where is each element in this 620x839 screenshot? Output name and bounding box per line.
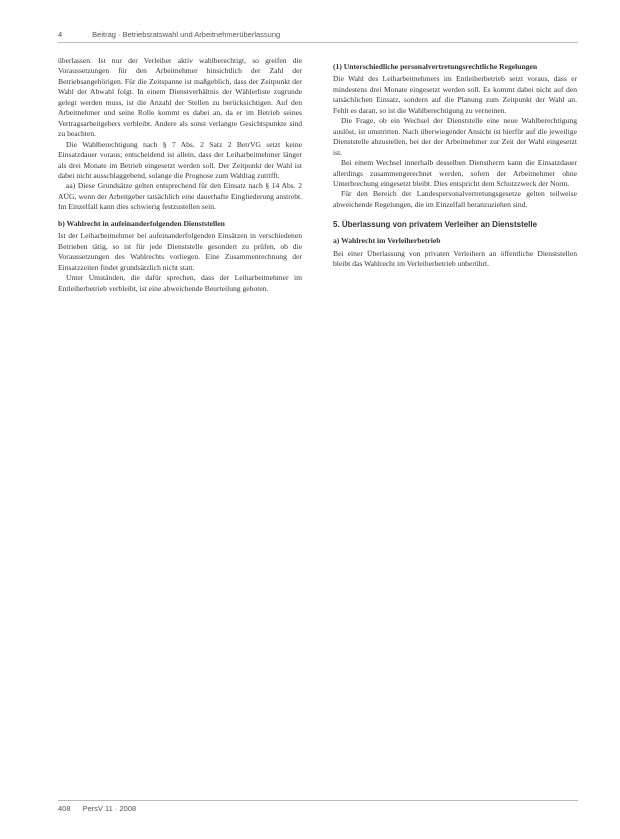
right-paragraph-4: Für den Bereich der Landespersonalvertretungsgesetze gelten teilweise abweichende Regelungen, die im Einzelfall heranzuziehen sind. bbox=[333, 189, 577, 209]
footer-journal: PersV 11 · 2008 bbox=[82, 804, 137, 813]
left-paragraph-4: Ist der Leiharbeitnehmer bei aufeinanderfolgenden Einsätzen in verschiedenen Betrieben tätig, so ist für jede Dienststelle gesondert zu prüfen, ob die Voraussetzungen des Wahlrechts vorliegen. Eine Zusammenrechnung der Einsatzzeiten findet grundsätzlich nicht statt. bbox=[58, 231, 302, 272]
left-paragraph-3: aa) Diese Grundsätze gelten entsprechend für den Einsatz nach § 14 Abs. 2 AÜG, wenn der Arbeitgeber tatsächlich eine dauerhafte Eingliederung anstrebt. Im Einzelfall kann dies schwierig festzustellen sein. bbox=[58, 181, 302, 212]
right-paragraph-5: Bei einer Überlassung von privaten Verleihern an öffentliche Dienststellen bleibt das Wahlrecht im Verleiherbetrieb unberührt. bbox=[333, 248, 577, 269]
right-paragraph-3: Bei einem Wechsel innerhalb desselben Dienstherrn kann die Einsatzdauer allerdings zusammengerechnet werden, sofern der Arbeitnehmer ohne Unterbrechung eingesetzt bleibt. Dies entspricht dem Schutzzweck der Norm. bbox=[333, 158, 577, 188]
right-paragraph-2: Die Frage, ob ein Wechsel der Dienststelle eine neue Wahlberechtigung auslöst, ist umstritten. Nach überwiegender Ansicht ist hierfür auf die jeweilige Dienststelle abzustellen, bei der der Arbeitnehmer zur Zeit der Wahl eingesetzt ist. bbox=[333, 116, 577, 157]
left-column bbox=[58, 56, 302, 294]
page-footer bbox=[58, 800, 578, 813]
right-subheading-1: (1) Unterschiedliche personalvertretungsrechtliche Regelungen bbox=[333, 62, 538, 71]
right-paragraph-1: Die Wahl des Leiharbeitnehmers im Entleiherbetrieb setzt voraus, dass er mindestens drei Monate eingesetzt werden soll. Es kommt dabei nicht auf den tatsächlichen Einsatz, sondern auf die Planung zum Zeitpunkt der Wahl an. Fehlt es daran, so ist die Wahlberechtigung zu verneinen. bbox=[333, 74, 577, 115]
header-page-left: 4 bbox=[58, 30, 63, 39]
header-running-title: Beitrag · Betriebsratswahl und Arbeitnehmerüberlassung bbox=[92, 30, 281, 39]
left-paragraph-5: Unter Umständen, die dafür sprechen, dass der Leiharbeitnehmer im Entleiherbetrieb verbleibt, ist eine abweichende Beurteilung geboten. bbox=[58, 273, 302, 293]
right-section-5-heading: 5. Überlassung von privatem Verleiher an Dienststelle bbox=[333, 220, 538, 230]
footer-page-number: 408 bbox=[58, 804, 71, 813]
left-paragraph-2: Die Wahlberechtigung nach § 7 Abs. 2 Satz 2 BetrVG setzt keine Einsatzdauer voraus; entscheidend ist allein, dass der Leiharbeitnehmer länger als drei Monate im Betrieb eingesetzt werden soll. Der Zeitpunkt der Wahl ist dabei nicht ausschlaggebend, solange die Prognose zum Wahltag zutrifft. bbox=[58, 139, 302, 180]
left-paragraph-1: überlassen. Ist nur der Verleiher aktiv wahlberechtigt, so greifen die Voraussetzungen für den Arbeitnehmer hinsichtlich der Zahl der Betriebsangehörigen. Für die Zeitspanne ist maßgeblich, dass der Zeitpunkt der Wahl der Abwahl folgt. In einem Dienstverhältnis der Wählerliste zugrunde gelegt werden muss, ist die Anzahl der Stellen zu berücksichtigen. Auf den Arbeitnehmer und seine Rolle kommt es dabei an, da er im Betrieb seines Vertragsarbeitgebers verbleibt. Andere als sonst verlangte Gesichtspunkte sind zu beachten. bbox=[58, 56, 302, 139]
right-subheading-a: a) Wahlrecht im Verleiherbetrieb bbox=[333, 236, 441, 246]
running-header bbox=[58, 30, 578, 43]
right-column bbox=[333, 56, 577, 270]
left-subheading-b: b) Wahlrecht in aufeinanderfolgenden Dienststellen bbox=[58, 218, 225, 228]
